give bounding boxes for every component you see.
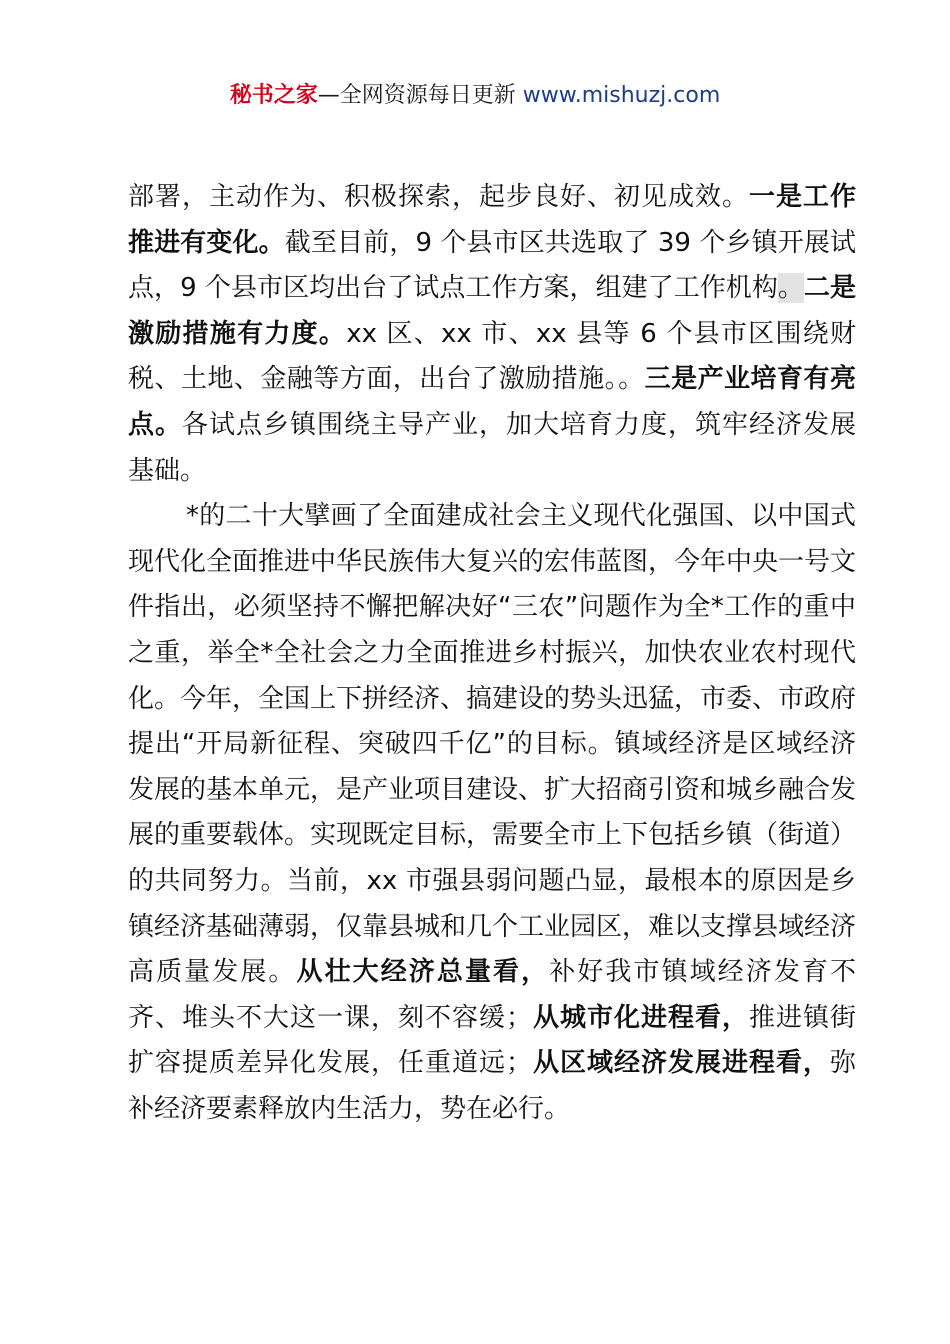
bold-heading-3: 三是产业培育有亮点。 bbox=[128, 364, 856, 440]
page-header bbox=[0, 80, 950, 112]
brand-name: 秘书之家 bbox=[229, 83, 318, 108]
paragraph-2 bbox=[128, 494, 856, 1132]
bold-heading-2: 二是激励措施有力度。 bbox=[128, 273, 856, 349]
bold-phrase-2: 从城市化进程看， bbox=[531, 1002, 749, 1033]
highlighted-punctuation: 。 bbox=[777, 273, 804, 304]
bold-heading-1: 一是工作推进有变化。 bbox=[128, 182, 856, 258]
paragraph-1 bbox=[128, 175, 856, 494]
bold-phrase-3: 从区域经济发展进程看， bbox=[531, 1048, 830, 1079]
text-segment: 截至目前，9 个县市区共选取了 39 个乡镇开展试点，9 个县市区均出台了试点工作方案，组建了工作机构 bbox=[128, 227, 856, 304]
header-url[interactable]: www.mishuzj.com bbox=[522, 83, 721, 108]
text-segment: xx 区、xx 市、xx 县等 6 个县市区围绕财税、土地、金融等方面，出台了激励措施。。 bbox=[128, 318, 856, 395]
bold-phrase-1: 从壮大经济总量看， bbox=[296, 957, 550, 988]
text-segment: 补好我市镇域经济发育不齐、堆头不大这一课，刻不容缓； bbox=[128, 957, 856, 1033]
text-segment: 推进镇街扩容提质差异化发展，任重道远； bbox=[128, 1002, 856, 1079]
text-segment: *的二十大擘画了全面建成社会主义现代化强国、以中国式现代化全面推进中华民族伟大复兴的宏伟蓝图，今年中央一号文件指出，必须坚持不懈把解决好“三农”问题作为全*工作的重中之重，举全*全社会之力全面推进乡村振兴，加快农业农村现代化。今年，全国上下拼经济、搞建设的势头迅猛，市委、市政府提出“开局新征程、突破四千亿”的目标。镇域经济是区域经济发展的基本单元，是产业项目建设、扩大招商引资和城乡融合发展的重要载体。实现既定目标，需要全市上下包括乡镇（街道）的共同努力。当前，xx 市强县弱问题凸显，最根本的原因是乡镇经济基础薄弱，仅靠县城和几个工业园区，难以支撑县域经济高质量发展。 bbox=[128, 501, 857, 988]
text-segment: 弥补经济要素释放内生活力，势在必行。 bbox=[128, 1048, 856, 1124]
text-segment: 各试点乡镇围绕主导产业，加大培育力度，筑牢经济发展基础。 bbox=[128, 409, 856, 486]
document-body bbox=[128, 175, 856, 1132]
text-segment: 部署，主动作为、积极探索，起步良好、初见成效。 bbox=[128, 182, 749, 212]
header-slogan: —全网资源每日更新 bbox=[317, 83, 523, 108]
